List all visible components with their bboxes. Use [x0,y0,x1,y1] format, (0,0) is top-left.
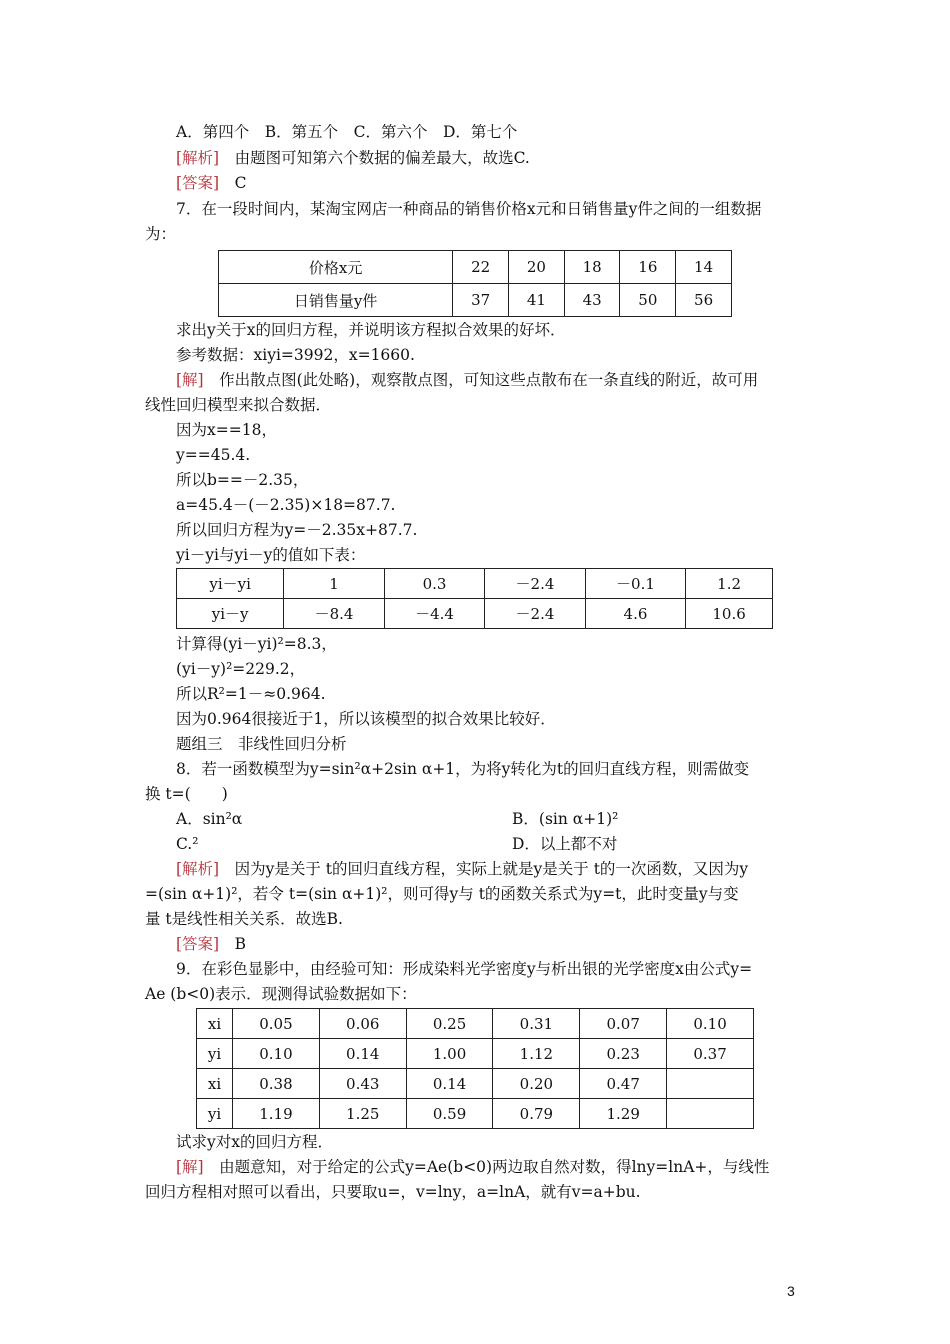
optical-density-table [196,1008,754,1129]
table-cell: 56 [676,284,732,317]
answer-tag: [答案] [176,935,220,953]
q8-analysis-cont: =(sin α+1)²，若令 t=(sin α+1)²，则可得y与 t的函数关系式为y=t，此时变量y与变 [145,885,739,903]
solution-text: 作出散点图(此处略)，观察散点图，可知这些点散布在一条直线的附近，故可用 [203,371,759,389]
table-cell: 0.07 [580,1009,667,1039]
table-cell: －2.4 [485,599,585,629]
table-cell: 0.43 [319,1069,406,1099]
table-cell [667,1069,754,1099]
table-cell: 1.29 [580,1099,667,1129]
table-cell: －4.4 [384,599,484,629]
table-cell: 0.06 [319,1009,406,1039]
q7-step-b: 所以b==－2.35， [176,471,309,489]
table-row [197,1099,754,1129]
price-sales-table [218,250,732,317]
table-cell: 0.10 [233,1039,320,1069]
table-cell: 0.10 [667,1009,754,1039]
table-cell: 0.47 [580,1069,667,1099]
table-cell: 1.00 [406,1039,493,1069]
q9-question: 试求y对x的回归方程． [176,1133,333,1151]
q7-residual-intro: yi－yi与yi－y的值如下表： [176,546,366,564]
table-row [197,1039,754,1069]
q9-solution [176,1157,769,1177]
table-cell: 10.6 [686,599,773,629]
q9-stem-cont: Ae (b<0)表示．现测得试验数据如下： [145,985,417,1003]
solution-text: 由题意知，对于给定的公式y=Ae(b<0)两边取自然对数，得lny=lnA+，与线性 [203,1158,770,1176]
q9-stem: 9．在彩色显影中，由经验可知：形成染料光学密度y与析出银的光学密度x由公式y= [176,960,753,978]
table-cell: 0.31 [493,1009,580,1039]
q7-solution-cont: 线性回归模型来拟合数据． [145,396,332,414]
table-cell: 1.19 [233,1099,320,1129]
q9-solution-cont: 回归方程相对照可以看出，只要取u=，v=lny，a=lnA，就有v=a+bu. [145,1183,641,1201]
q8-stem: 8．若一函数模型为y=sin²α+2sin α+1，为将y转化为t的回归直线方程，则需做变 [176,760,750,778]
table-cell: 1.12 [493,1039,580,1069]
table-row-header: xi [197,1009,233,1039]
analysis-text: 因为y是关于 t的回归直线方程，实际上就是y是关于 t的一次函数，又因为y [219,860,749,878]
q8-analysis [176,859,748,879]
q7-step-a: a=45.4－(－2.35)×18=87.7. [176,496,396,514]
q8-stem-cont: 换 t=( ) [145,785,228,803]
table-cell: －0.1 [585,569,685,599]
q7-r-squared: 所以R²=1－≈0.964. [176,685,326,703]
solution-tag: [解] [176,1158,204,1176]
table-row-header: yi－yi [177,569,284,599]
q7-step-mean-y: y==45.4. [176,446,251,464]
table-cell: 1.2 [686,569,773,599]
q6-answer [176,173,246,193]
table-cell: 0.59 [406,1099,493,1129]
q7-step-mean-x: 因为x==18， [176,421,277,439]
answer-tag: [答案] [176,174,220,192]
q7-sst: (yi－y)²=229.2， [176,660,306,678]
table-cell: 0.14 [319,1039,406,1069]
table-cell: 0.79 [493,1099,580,1129]
table-cell: 0.20 [493,1069,580,1099]
table-row [177,599,773,629]
table-row [219,284,732,317]
table-row [197,1009,754,1039]
table-cell: －2.4 [485,569,585,599]
table-cell: 37 [453,284,509,317]
table-row-header: yi－y [177,599,284,629]
page-number: 3 [787,1283,795,1299]
table-cell: 43 [564,284,620,317]
table-row-header: xi [197,1069,233,1099]
q8-option-d: D．以上都不对 [512,835,618,853]
table-cell: 16 [620,251,676,284]
table-row [177,569,773,599]
q6-options: A．第四个 B．第五个 C．第六个 D．第七个 [176,123,518,141]
answer-text: C [219,174,247,192]
table-cell: 0.25 [406,1009,493,1039]
analysis-tag: [解析] [176,149,220,167]
analysis-tag: [解析] [176,860,220,878]
section-heading: 题组三 非线性回归分析 [176,735,347,753]
table-cell: 0.3 [384,569,484,599]
q7-regression-equation: 所以回归方程为y=－2.35x+87.7. [176,521,418,539]
solution-tag: [解] [176,371,204,389]
table-row [197,1069,754,1099]
table-cell: 4.6 [585,599,685,629]
table-cell: 0.23 [580,1039,667,1069]
q8-option-b: B．(sin α+1)² [512,810,619,828]
table-row-header: yi [197,1099,233,1129]
table-row-header: yi [197,1039,233,1069]
table-cell [667,1099,754,1129]
table-row-header: 日销售量y件 [219,284,453,317]
analysis-text: 由题图可知第六个数据的偏差最大，故选C. [219,149,530,167]
q7-solution [176,370,758,390]
q7-reference-data: 参考数据：xiyi=3992，x=1660. [176,346,415,364]
q7-stem: 7．在一段时间内，某淘宝网店一种商品的销售价格x元和日销售量y件之间的一组数据 [176,200,762,218]
table-cell: 0.37 [667,1039,754,1069]
q7-stem-cont: 为： [145,225,177,243]
table-cell: 1 [284,569,384,599]
q6-analysis [176,148,530,168]
answer-text: B [219,935,246,953]
table-cell: 41 [509,284,565,317]
table-row-header: 价格x元 [219,251,453,284]
q8-analysis-cont2: 量 t是线性相关关系．故选B. [145,910,343,928]
table-cell: 18 [564,251,620,284]
q8-option-a: A．sin²α [176,810,243,828]
table-cell: 50 [620,284,676,317]
table-cell: 0.05 [233,1009,320,1039]
residual-table [176,568,773,629]
table-row [219,251,732,284]
q7-question: 求出y关于x的回归方程，并说明该方程拟合效果的好坏． [176,321,566,339]
table-cell: 22 [453,251,509,284]
q8-answer [176,934,246,954]
table-cell: 1.25 [319,1099,406,1129]
table-cell: 14 [676,251,732,284]
table-cell: 0.38 [233,1069,320,1099]
q7-ssr: 计算得(yi－yi)²=8.3， [176,635,337,653]
q7-conclusion: 因为0.964很接近于1，所以该模型的拟合效果比较好． [176,710,556,728]
q8-option-c: C.² [176,835,199,853]
table-cell: －8.4 [284,599,384,629]
table-cell: 20 [509,251,565,284]
table-cell: 0.14 [406,1069,493,1099]
